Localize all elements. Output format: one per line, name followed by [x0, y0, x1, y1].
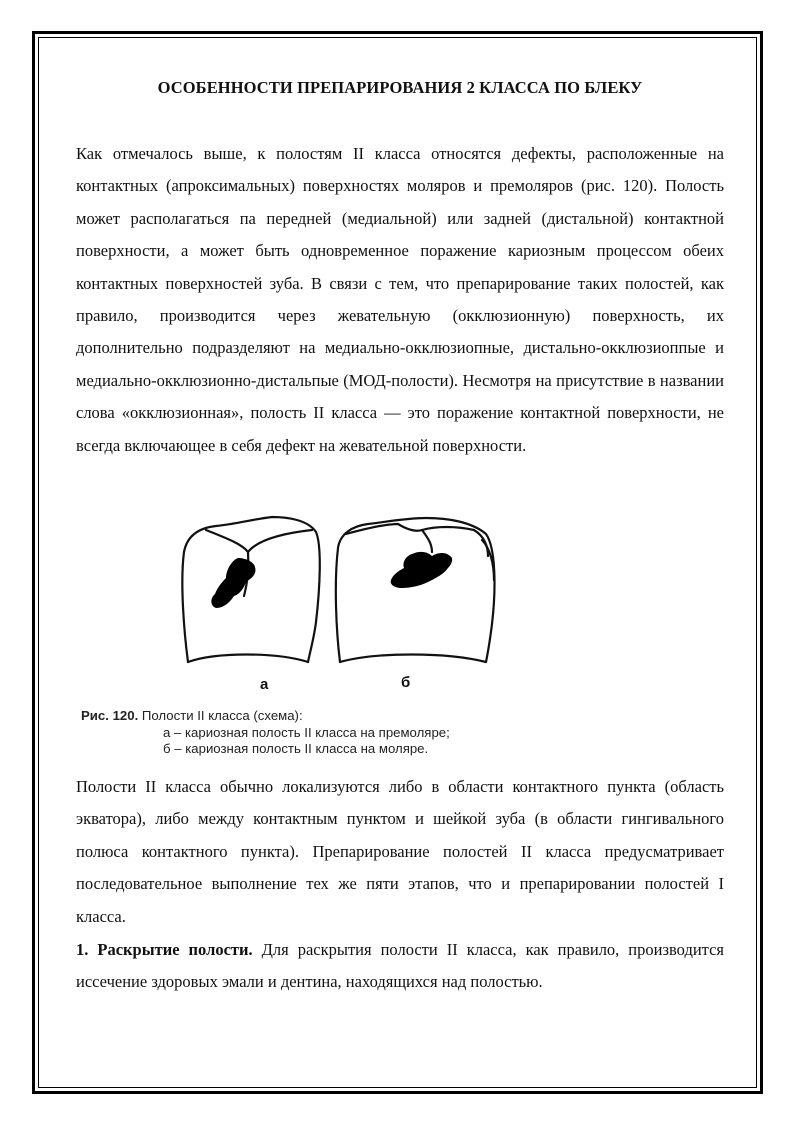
figure-caption — [81, 708, 450, 758]
step-1-heading: 1. Раскрытие полости. — [76, 940, 253, 959]
paragraph-step-1 — [76, 934, 724, 999]
caption-title-line — [81, 708, 450, 725]
caption-title: Полости II класса (схема): — [141, 708, 303, 723]
caption-item-b: б – кариозная полость II класса на моляре. — [163, 741, 429, 756]
paragraph-intro: Как отмечалось выше, к полостям II класса относятся дефекты, расположенные на контактных (апроксимальных) поверхностях моляров и премоляров (рис. 120). Полость может располагаться па передней (медиальной) или задней (дистальной) контактной поверхности, а может быть одновременное поражение кариозным процессом обеих контактных поверхностей зуба. В связи с тем, что препарирование таких полостей, как правило, производится через жевательную (окклюзионную) поверхность, их дополнительно подразделяют на медиально-окклюзиопные, дистально-окклюзиоппые и медиально-окклюзионно-дистальпые (МОД-полости). Несмотря на присутствие в названии слова «окклюзионная», полость II класса — это поражение контактной поверхности, не всегда включающее в себя дефект на жевательной поверхности. — [76, 144, 724, 455]
paragraph-localization: Полости II класса обычно локализуются либо в области контактного пункта (область экватора), либо между контактным пунктом и шейкой зуба (в области гингивального полюса контактного пункта). Препарирование полостей II класса предусматривает последовательное выполнение тех же пяти этапов, что и препарировании полостей I класса. — [76, 777, 724, 926]
caption-item-a: а – кариозная полость II класса на премоляре; — [163, 724, 450, 740]
premolar-tooth-drawing — [182, 517, 319, 662]
premolar-cavity — [211, 558, 255, 608]
page-title: ОСОБЕННОСТИ ПРЕПАРИРОВАНИЯ 2 КЛАССА ПО БЛЕКУ — [157, 78, 643, 97]
caption-label: Рис. 120. — [81, 708, 139, 723]
figure-label-a: а — [260, 676, 269, 693]
molar-tooth-drawing — [336, 518, 495, 662]
figure-120 — [76, 512, 724, 762]
figure-label-b: б — [401, 674, 411, 691]
teeth-drawing — [76, 512, 724, 672]
molar-cavity — [391, 552, 452, 588]
step-1-text: Для раскрытия полости II класса, как правило, производится иссечение здоровых эмали и дентина, находящихся над полостью. — [76, 940, 724, 992]
